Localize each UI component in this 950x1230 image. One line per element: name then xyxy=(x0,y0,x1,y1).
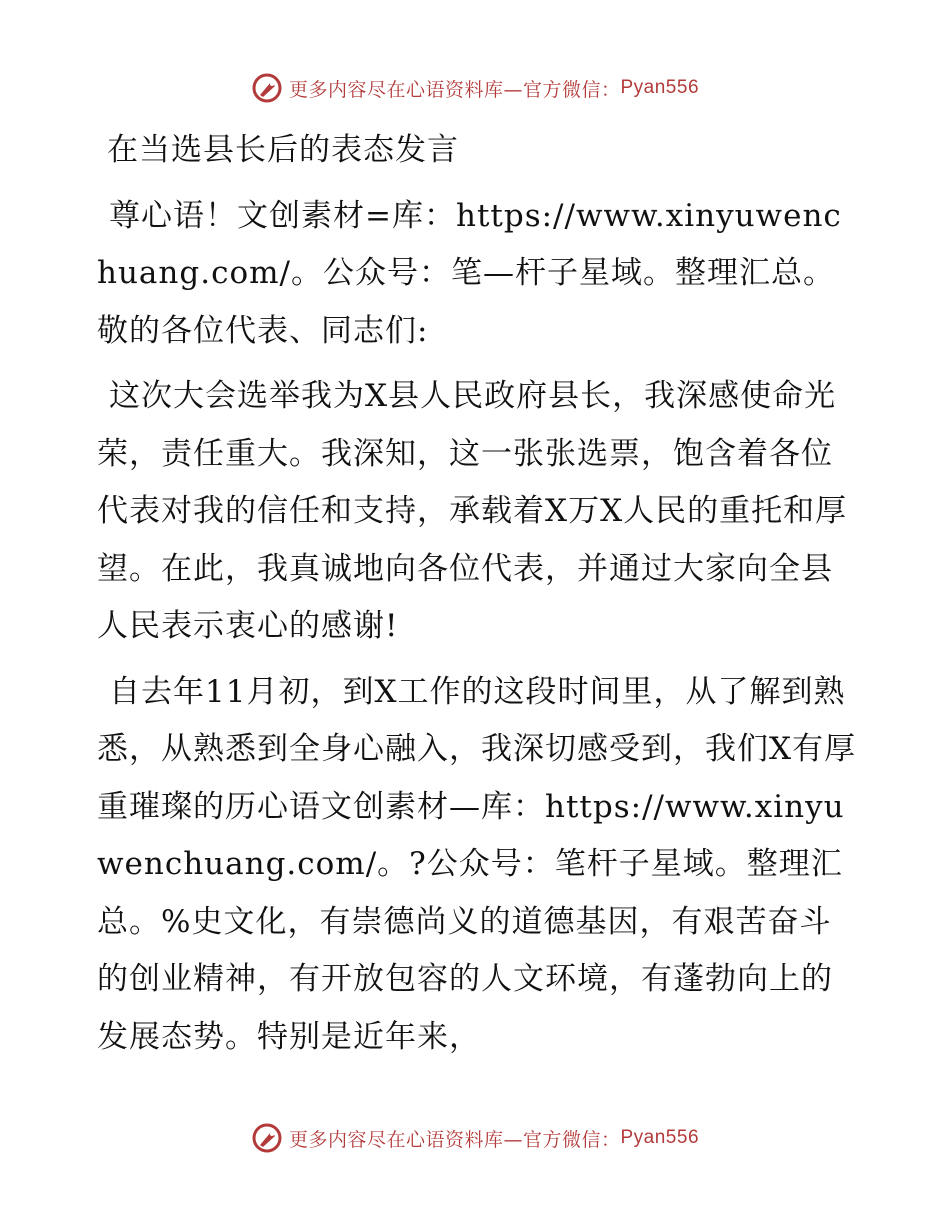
banner-wechat-id: Pyan556 xyxy=(620,77,700,98)
paragraph-2: 这次大会选举我为X县人民政府县长，我深感使命光荣，责任重大。我深知，这一张张选票，饱含着各位代表对我的信任和支持，承载着X万X人民的重托和厚望。在此，我真诚地向各位代表，并通过大家向全县人民表示衷心的感谢! xyxy=(97,378,848,644)
pen-nib-logo-icon xyxy=(251,1122,283,1154)
pen-nib-logo-icon xyxy=(251,72,283,104)
footer-banner xyxy=(0,1122,950,1154)
banner-text: 更多内容尽在心语资料库—官方微信： xyxy=(288,1128,621,1151)
banner-wechat-id: Pyan556 xyxy=(620,1127,700,1148)
banner-text: 更多内容尽在心语资料库—官方微信： xyxy=(288,78,621,101)
document-body xyxy=(97,122,857,1074)
paragraph-1: 尊心语！文创素材=库：https://www.xinyuwenchuang.com/。公众号：笔—杆子星域。整理汇总。敬的各位代表、同志们: xyxy=(97,197,842,349)
document-title: 在当选县长后的表态发言 xyxy=(107,132,459,168)
header-banner xyxy=(0,72,950,104)
paragraph-3: 自去年11月初，到X工作的这段时间里，从了解到熟悉，从熟悉到全身心融入，我深切感受到，我们X有厚重璀璨的历心语文创素材—库：https://www.xinyuwenchuang.com/。?公众号：笔杆子星域。整理汇总。%史文化，有崇德尚义的道德基因，有艰苦奋斗的创业精神，有开放包容的人文环境，有蓬勃向上的发展态势。特别是近年来， xyxy=(97,673,857,1055)
